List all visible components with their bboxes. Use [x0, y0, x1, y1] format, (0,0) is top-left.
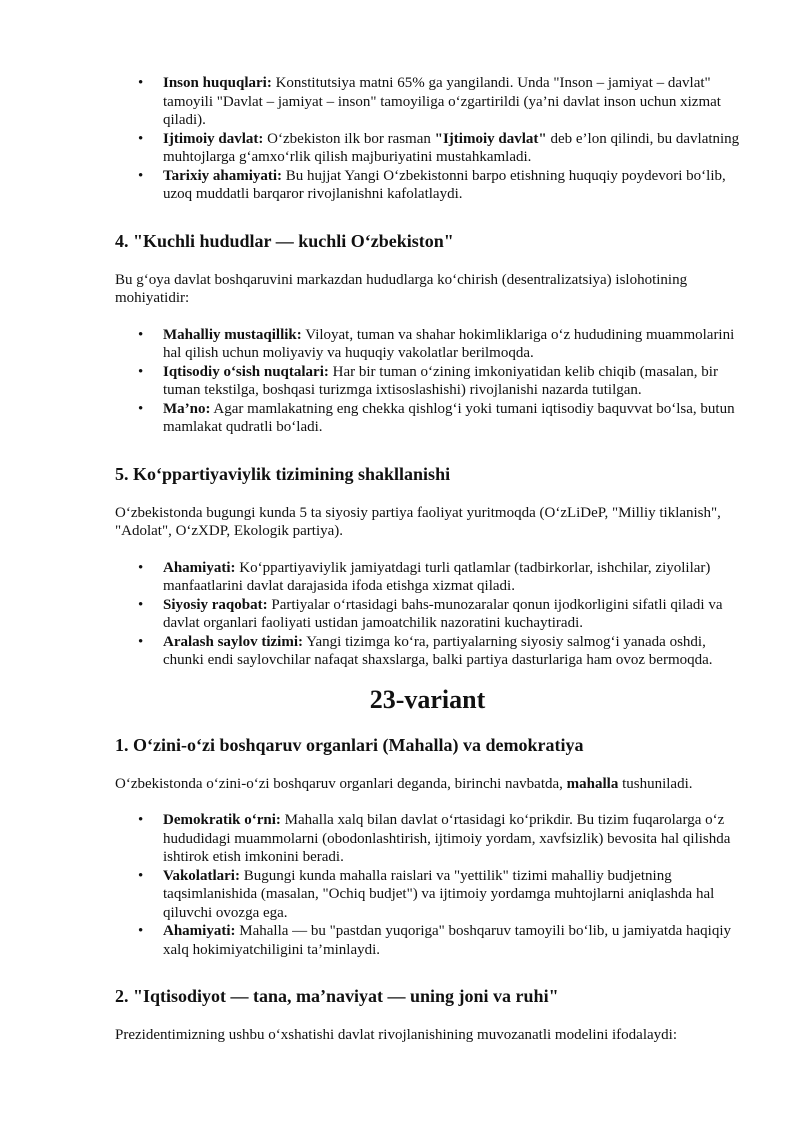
item-text: Mahalla — bu "pastdan yuqoriga" boshqaruv tamoyili boʻlib, u jamiyatda haqiqiy xalq hokimiyatchiligini ta’minlaydi.	[163, 923, 731, 958]
item-label: Mahalliy mustaqillik:	[163, 326, 302, 343]
list-item	[115, 167, 740, 204]
variant-title: 23-variant	[369, 684, 486, 714]
section5-list	[115, 559, 740, 670]
item-label: Vakolatlari:	[163, 867, 240, 884]
list-item	[115, 596, 740, 633]
intro-text: Oʻzbekistonda oʻzini-oʻzi boshqaruv organlari deganda, birinchi navbatda,	[115, 775, 567, 792]
item-label: Inson huquqlari:	[163, 75, 272, 91]
item-text: Oʻzbekiston ilk bor rasman	[263, 130, 435, 147]
list-item	[115, 922, 740, 959]
list-item	[115, 130, 740, 167]
section-heading: 4. "Kuchli hududlar — kuchli Oʻzbekiston"	[115, 230, 454, 251]
item-label: Tarixiy ahamiyati:	[163, 167, 283, 184]
intro-text: tushuniladi.	[618, 775, 693, 792]
item-text: Koʻppartiyaviylik jamiyatdagi turli qatlamlar (tadbirkorlar, ishchilar, ziyolilar) manfaatlarini davlat darajasida ifoda etishga xizmat qiladi.	[163, 559, 711, 594]
list-item	[115, 363, 740, 400]
item-text: Partiyalar oʻrtasidagi bahs-munozaralar qonun ijodkorligini sifatli qiladi va davlat organlari faoliyati ustidan jamoatchilik nazoratini kuchaytiradi.	[163, 596, 723, 631]
list-item	[115, 326, 740, 363]
list-item	[115, 867, 740, 923]
section4-list	[115, 326, 740, 437]
section-intro: Oʻzbekistonda bugungi kunda 5 ta siyosiy partiya faoliyat yuritmoqda (OʻzLiDeP, "Milliy tiklanish", "Adolat", OʻzXDP, Ekologik partiya).	[115, 504, 721, 539]
item-text: deb e’lon qilindi, bu davlatning muhtojlarga gʻamxoʻrlik qilish majburiyatini mustahkamladi.	[163, 130, 740, 165]
section-heading: 2. "Iqtisodiyot — tana, ma’naviyat — uning joni va ruhi"	[115, 986, 559, 1006]
item-label: Ijtimoiy davlat:	[163, 130, 264, 147]
item-text: Bu hujjat Yangi Oʻzbekistonni barpo etishning huquqiy poydevori boʻlib, uzoq muddatli barqaror rivojlanishni kafolatlaydi.	[163, 167, 726, 202]
list-item	[115, 559, 740, 596]
item-text: Agar mamlakatning eng chekka qishlogʻi yoki tumani iqtisodiy baquvvat boʻlsa, butun mamlakat qudratli boʻladi.	[163, 400, 735, 435]
item-label: Iqtisodiy oʻsish nuqtalari:	[163, 363, 329, 380]
section-intro: Prezidentimizning ushbu oʻxshatishi davlat rivojlanishining muvozanatli modelini ifodalaydi:	[115, 1027, 677, 1043]
intro-bold: mahalla	[566, 775, 619, 792]
list-item	[115, 811, 740, 867]
item-text: Bugungi kunda mahalla raislari va "yettilik" tizimi mahalliy budjetning taqsimlanishida (masalan, "Ochiq budjet") va ijtimoiy yordamga muhtojlarni aniqlashda hal qiluvchi ovozga ega.	[163, 867, 715, 921]
section-heading: 5. Koʻppartiyaviylik tizimining shakllanishi	[115, 463, 451, 484]
item-text: Viloyat, tuman va shahar hokimliklariga oʻz hududining muammolarini hal qilish uchun moliyaviy va huquqiy vakolatlar berilmoqda.	[163, 326, 735, 361]
section-heading: 1. Oʻzini-oʻzi boshqaruv organlari (Mahalla) va demokratiya	[115, 734, 584, 755]
list-item	[115, 400, 740, 437]
section-intro: Bu gʻoya davlat boshqaruvini markazdan hududlarga koʻchirish (desentralizatsiya) islohotining mohiyatidir:	[115, 271, 688, 306]
list-item	[115, 74, 740, 130]
item-text: Har bir tuman oʻzining imkoniyatidan kelib chiqib (masalan, bir tuman tekstilga, boshqasi turizmga ixtisoslashishi) rivojlanishi nazarda tutilgan.	[163, 363, 718, 398]
item-label: Ma’no:	[163, 400, 211, 417]
item-bold-phrase: "Ijtimoiy davlat"	[434, 130, 547, 147]
section-intro	[115, 775, 740, 794]
item-label: Ahamiyati:	[163, 559, 236, 576]
item-label: Aralash saylov tizimi:	[163, 633, 303, 650]
list-item	[115, 633, 740, 670]
item-label: Siyosiy raqobat:	[163, 596, 268, 613]
item-text: Yangi tizimga koʻra, partiyalarning siyosiy salmogʻi yanada oshdi, chunki endi saylovchilar nafaqat shaxslarga, balki partiya dasturlariga ham ovoz bermoqda.	[163, 633, 713, 668]
item-label: Demokratik oʻrni:	[163, 812, 281, 828]
item-text: Konstitutsiya matni 65% ga yangilandi. Unda "Inson – jamiyat – davlat" tamoyili "Davlat – jamiyat – inson" tamoyiliga oʻzgartirildi (ya’ni davlat inson uchun xizmat qiladi).	[163, 75, 721, 128]
constitution-list	[115, 74, 740, 204]
item-label: Ahamiyati:	[163, 923, 236, 939]
item-text: Mahalla xalq bilan davlat oʻrtasidagi koʻprikdir. Bu tizim fuqarolarga oʻz hududidagi muammolarni (obodonlashtirish, ijtimoiy yordam, xavfsizlik) bevosita hal qilishda ishtirok etish imkonini beradi.	[163, 812, 731, 865]
mahalla-list	[115, 811, 740, 959]
